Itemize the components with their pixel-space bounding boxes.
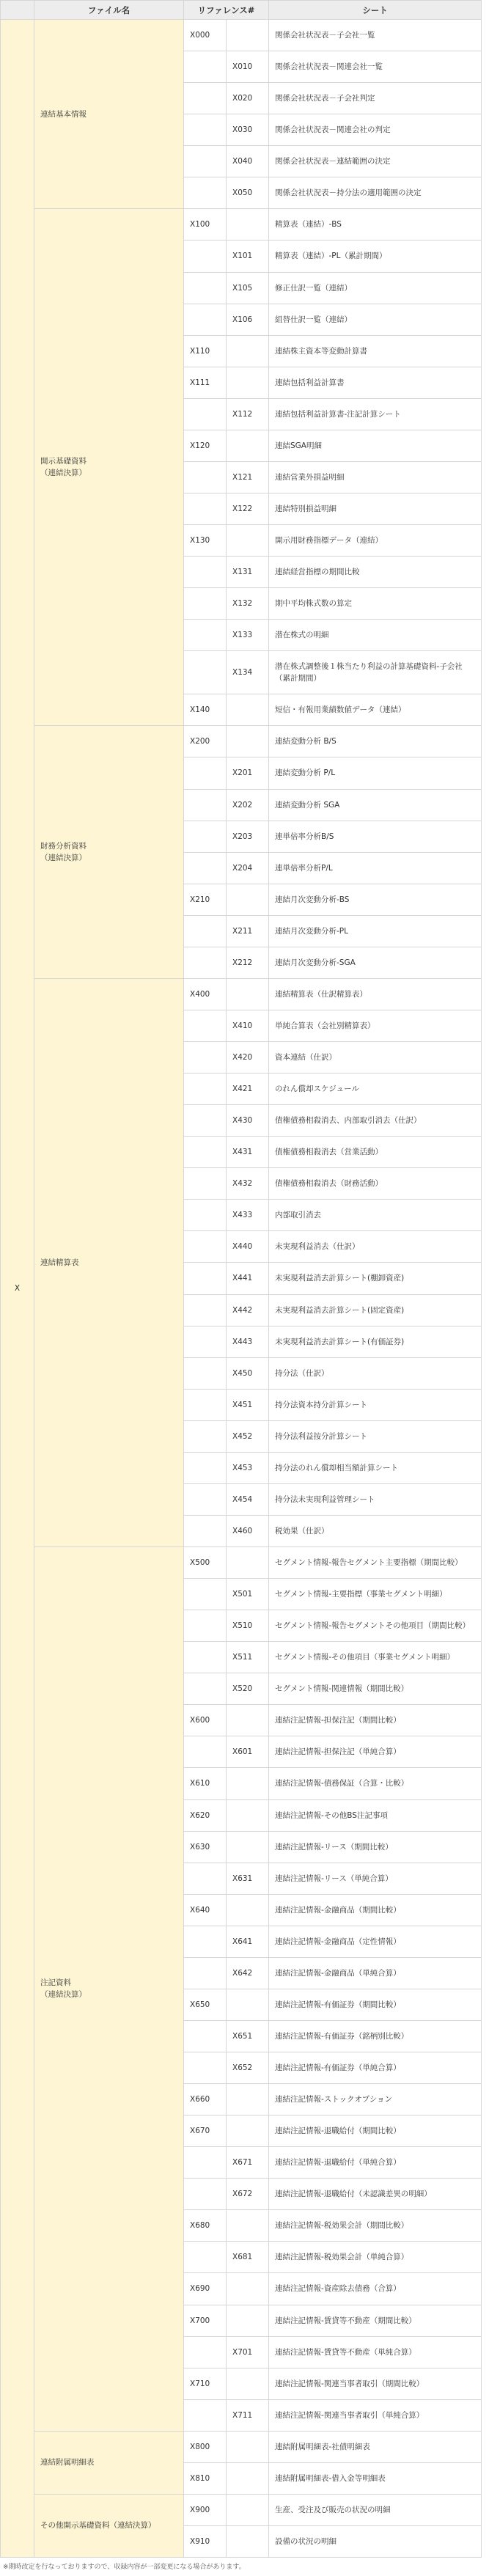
ref-primary: [184, 588, 227, 620]
sheet-name: 連結注記情報-その他BS注記事項: [269, 1799, 482, 1831]
ref-primary: [184, 51, 227, 83]
ref-primary: [184, 2052, 227, 2084]
ref-secondary: X106: [227, 304, 269, 335]
ref-secondary: X020: [227, 83, 269, 114]
ref-primary: X660: [184, 2084, 227, 2116]
ref-secondary: X441: [227, 1263, 269, 1294]
ref-primary: [184, 304, 227, 335]
sheet-name: 連結注記情報-有価証券（単純合算）: [269, 2052, 482, 2084]
sheet-name: 関係会社状況表－関連会社一覧: [269, 51, 482, 83]
ref-primary: X140: [184, 694, 227, 726]
sheet-name: 連結附属明細表-借入金等明細表: [269, 2462, 482, 2494]
sheet-name: セグメント情報-関連情報（期間比較）: [269, 1673, 482, 1705]
sheet-name: 連結注記情報-金融商品（単純合算）: [269, 1957, 482, 1989]
ref-primary: [184, 1579, 227, 1610]
ref-secondary: X450: [227, 1357, 269, 1389]
ref-primary: [184, 821, 227, 852]
ref-secondary: X105: [227, 272, 269, 304]
ref-secondary: [227, 1768, 269, 1799]
ref-secondary: X443: [227, 1326, 269, 1357]
ref-secondary: [227, 978, 269, 1010]
ref-primary: [184, 1074, 227, 1105]
sheet-name: 関係会社状況表－子会社判定: [269, 83, 482, 114]
ref-secondary: X681: [227, 2242, 269, 2273]
ref-primary: [184, 1389, 227, 1420]
ref-primary: [184, 1231, 227, 1263]
header-ref: リファレンス#: [184, 1, 269, 20]
ref-primary: X910: [184, 2525, 227, 2557]
sheet-name: 連結注記情報-退職給付（単純合算）: [269, 2147, 482, 2179]
sheet-name: セグメント情報-報告セグメントその他項目（期間比較）: [269, 1610, 482, 1642]
ref-secondary: [227, 2462, 269, 2494]
ref-primary: X640: [184, 1894, 227, 1926]
ref-secondary: [227, 20, 269, 51]
sheet-name: 関係会社状況表－関連会社の判定: [269, 114, 482, 146]
sheet-name: 関係会社状況表－持分法の適用範囲の決定: [269, 177, 482, 209]
ref-secondary: X134: [227, 651, 269, 694]
ref-primary: X610: [184, 1768, 227, 1799]
ref-secondary: [227, 2494, 269, 2525]
ref-primary: [184, 177, 227, 209]
ref-secondary: [227, 525, 269, 557]
ref-secondary: X601: [227, 1736, 269, 1768]
sheet-name: 連結月次変動分析-SGA: [269, 947, 482, 978]
sheet-name: 関係会社状況表－子会社一覧: [269, 20, 482, 51]
ref-secondary: [227, 726, 269, 757]
ref-primary: [184, 2336, 227, 2368]
ref-primary: [184, 2399, 227, 2431]
table-header-row: [1, 1, 482, 20]
ref-primary: [184, 461, 227, 493]
ref-primary: [184, 398, 227, 430]
sheet-name: 連結月次変動分析-PL: [269, 915, 482, 947]
ref-secondary: X132: [227, 588, 269, 620]
ref-primary: [184, 2147, 227, 2179]
category-name: その他開示基礎資料（連結決算）: [34, 2494, 184, 2557]
ref-secondary: X631: [227, 1863, 269, 1894]
ref-primary: [184, 1294, 227, 1326]
ref-primary: [184, 557, 227, 588]
ref-primary: X690: [184, 2273, 227, 2305]
ref-primary: [184, 2020, 227, 2052]
ref-secondary: X432: [227, 1168, 269, 1200]
ref-secondary: X050: [227, 177, 269, 209]
ref-secondary: [227, 1989, 269, 2020]
category-name: 注記資料 （連結決算）: [34, 1547, 184, 2432]
ref-primary: [184, 1263, 227, 1294]
sheet-name: 連結株主資本等変動計算書: [269, 335, 482, 367]
sheet-name: 連結注記情報-賃貸等不動産（期間比較）: [269, 2305, 482, 2336]
ref-secondary: [227, 884, 269, 915]
sheet-name: 連結特別損益明細: [269, 493, 482, 524]
ref-secondary: X131: [227, 557, 269, 588]
ref-primary: X000: [184, 20, 227, 51]
ref-primary: [184, 947, 227, 978]
ref-secondary: [227, 2431, 269, 2462]
sheet-name: 連結注記情報-担保注記（期間比較）: [269, 1705, 482, 1736]
ref-secondary: X202: [227, 789, 269, 821]
sheet-name: 連結注記情報-リース（期間比較）: [269, 1831, 482, 1863]
sheet-name: 連結月次変動分析-BS: [269, 884, 482, 915]
ref-secondary: X701: [227, 2336, 269, 2368]
ref-secondary: [227, 2210, 269, 2242]
sheet-name: 連結注記情報-税効果会計（期間比較）: [269, 2210, 482, 2242]
table-row: [1, 726, 482, 757]
sheet-name: 連結変動分析 B/S: [269, 726, 482, 757]
ref-primary: X680: [184, 2210, 227, 2242]
ref-secondary: [227, 2368, 269, 2399]
ref-secondary: [227, 2084, 269, 2116]
sheet-name: 連結注記情報-金融商品（定性情報）: [269, 1926, 482, 1957]
ref-primary: [184, 915, 227, 947]
sheet-name: 連結注記情報-有価証券（期間比較）: [269, 1989, 482, 2020]
sheet-name: 債権債務相殺消去（財務活動）: [269, 1168, 482, 1200]
sheet-name: 連結注記情報-担保注記（単純合算）: [269, 1736, 482, 1768]
sheet-name: 精算表（連結）-PL（累計期間）: [269, 241, 482, 272]
sheet-name: 連結注記情報-債務保証（合算・比較）: [269, 1768, 482, 1799]
ref-primary: [184, 1010, 227, 1041]
ref-secondary: [227, 209, 269, 241]
ref-primary: X620: [184, 1799, 227, 1831]
ref-primary: X100: [184, 209, 227, 241]
ref-secondary: X133: [227, 620, 269, 651]
ref-primary: X130: [184, 525, 227, 557]
ref-secondary: X420: [227, 1042, 269, 1074]
sheet-name: 開示用財務指標データ（連結）: [269, 525, 482, 557]
ref-secondary: X122: [227, 493, 269, 524]
sheet-name: 連結注記情報-退職給付（未認識差異の明細）: [269, 2179, 482, 2210]
sheet-name: 内部取引消去: [269, 1200, 482, 1231]
root-label: X: [1, 20, 34, 2558]
ref-primary: X800: [184, 2431, 227, 2462]
ref-primary: [184, 1326, 227, 1357]
ref-primary: [184, 272, 227, 304]
sheet-name: 持分法未実現利益管理シート: [269, 1483, 482, 1515]
ref-primary: [184, 114, 227, 146]
ref-primary: [184, 1105, 227, 1137]
table-row: [1, 20, 482, 51]
ref-secondary: [227, 2305, 269, 2336]
ref-secondary: X410: [227, 1010, 269, 1041]
ref-secondary: X211: [227, 915, 269, 947]
ref-secondary: [227, 2116, 269, 2147]
ref-secondary: X112: [227, 398, 269, 430]
table-body: [1, 20, 482, 2558]
sheet-name: 連結変動分析 P/L: [269, 757, 482, 789]
table-row: [1, 1547, 482, 1579]
ref-secondary: X442: [227, 1294, 269, 1326]
sheet-name: 連結注記情報-賃貸等不動産（単純合算）: [269, 2336, 482, 2368]
ref-primary: X630: [184, 1831, 227, 1863]
ref-secondary: X040: [227, 146, 269, 177]
ref-secondary: [227, 1547, 269, 1579]
ref-secondary: [227, 1831, 269, 1863]
ref-secondary: X501: [227, 1579, 269, 1610]
category-name: 財務分析資料 （連結決算）: [34, 726, 184, 979]
sheet-name: 組替仕訳一覧（連結）: [269, 304, 482, 335]
sheet-name: 未実現利益消去計算シート(有価証券): [269, 1326, 482, 1357]
sheet-name: 連結精算表（仕訳精算表）: [269, 978, 482, 1010]
sheet-name: 単純合算表（会社別精算表）: [269, 1010, 482, 1041]
ref-secondary: X121: [227, 461, 269, 493]
ref-primary: X810: [184, 2462, 227, 2494]
ref-secondary: X652: [227, 2052, 269, 2084]
sheet-name: 税効果（仕訳）: [269, 1515, 482, 1546]
sheet-name: 生産、受注及び販売の状況の明細: [269, 2494, 482, 2525]
sheet-name: セグメント情報-主要指標（事業セグメント明細）: [269, 1579, 482, 1610]
ref-primary: [184, 1200, 227, 1231]
ref-primary: [184, 2179, 227, 2210]
sheet-name: 短信・有報用業績数値データ（連結）: [269, 694, 482, 726]
ref-primary: [184, 1452, 227, 1483]
ref-secondary: X101: [227, 241, 269, 272]
ref-primary: [184, 1863, 227, 1894]
ref-secondary: X451: [227, 1389, 269, 1420]
ref-secondary: X511: [227, 1642, 269, 1673]
sheet-name: 連結注記情報-関連当事者取引（期間比較）: [269, 2368, 482, 2399]
ref-secondary: X421: [227, 1074, 269, 1105]
ref-primary: [184, 789, 227, 821]
ref-primary: X700: [184, 2305, 227, 2336]
ref-primary: X111: [184, 367, 227, 398]
sheet-name: 連単倍率分析B/S: [269, 821, 482, 852]
ref-primary: X200: [184, 726, 227, 757]
sheet-name: 潜在株式の明細: [269, 620, 482, 651]
ref-secondary: X520: [227, 1673, 269, 1705]
sheet-name: 連結注記情報-ストックオプション: [269, 2084, 482, 2116]
ref-secondary: X452: [227, 1420, 269, 1452]
sheet-name: 連結注記情報-有価証券（銘柄別比較）: [269, 2020, 482, 2052]
sheet-name: 関係会社状況表－連結範囲の決定: [269, 146, 482, 177]
ref-primary: X670: [184, 2116, 227, 2147]
ref-secondary: X711: [227, 2399, 269, 2431]
ref-primary: X900: [184, 2494, 227, 2525]
sheet-name: セグメント情報-その他項目（事業セグメント明細）: [269, 1642, 482, 1673]
sheet-name: 連結営業外損益明細: [269, 461, 482, 493]
sheet-name: 潜在株式調整後１株当たり利益の計算基礎資料-子会社（累計期間）: [269, 651, 482, 694]
sheet-name: 連結注記情報-資産除去債務（合算）: [269, 2273, 482, 2305]
ref-primary: [184, 493, 227, 524]
ref-primary: [184, 1736, 227, 1768]
ref-secondary: X433: [227, 1200, 269, 1231]
sheet-name: 連結附属明細表-社債明細表: [269, 2431, 482, 2462]
ref-primary: X210: [184, 884, 227, 915]
sheet-name: 設備の状況の明細: [269, 2525, 482, 2557]
category-name: 連結附属明細表: [34, 2431, 184, 2494]
ref-secondary: X203: [227, 821, 269, 852]
ref-secondary: [227, 335, 269, 367]
ref-secondary: X030: [227, 114, 269, 146]
sheet-name: 未実現利益消去（仕訳）: [269, 1231, 482, 1263]
category-name: 連結精算表: [34, 978, 184, 1546]
category-name: 開示基礎資料 （連結決算）: [34, 209, 184, 726]
sheet-name: のれん償却スケジュール: [269, 1074, 482, 1105]
ref-primary: [184, 241, 227, 272]
sheet-name: 連結注記情報-退職給付（期間比較）: [269, 2116, 482, 2147]
ref-secondary: [227, 1705, 269, 1736]
ref-primary: X400: [184, 978, 227, 1010]
ref-primary: [184, 2242, 227, 2273]
sheet-name: 期中平均株式数の算定: [269, 588, 482, 620]
sheet-name: 連単倍率分析P/L: [269, 852, 482, 884]
sheet-name: 債権債務相殺消去（営業活動）: [269, 1137, 482, 1168]
ref-secondary: X431: [227, 1137, 269, 1168]
table-row: [1, 209, 482, 241]
ref-primary: X600: [184, 1705, 227, 1736]
ref-secondary: X430: [227, 1105, 269, 1137]
ref-secondary: X204: [227, 852, 269, 884]
sheet-name: 修正仕訳一覧（連結）: [269, 272, 482, 304]
ref-primary: X650: [184, 1989, 227, 2020]
ref-secondary: [227, 367, 269, 398]
ref-primary: X110: [184, 335, 227, 367]
sheet-name: 連結注記情報-リース（単純合算）: [269, 1863, 482, 1894]
header-sheet: シート: [269, 1, 482, 20]
ref-secondary: X510: [227, 1610, 269, 1642]
sheet-name: 連結注記情報-税効果会計（単純合算）: [269, 2242, 482, 2273]
ref-secondary: X454: [227, 1483, 269, 1515]
ref-primary: [184, 1168, 227, 1200]
ref-secondary: X671: [227, 2147, 269, 2179]
ref-primary: [184, 757, 227, 789]
ref-secondary: X651: [227, 2020, 269, 2052]
sheet-name: セグメント情報-報告セグメント主要指標（期間比較）: [269, 1547, 482, 1579]
sheet-name: 持分法のれん償却相当額計算シート: [269, 1452, 482, 1483]
table-row: [1, 2431, 482, 2462]
ref-primary: [184, 1926, 227, 1957]
sheet-name: 連結SGA明細: [269, 430, 482, 461]
ref-secondary: [227, 2525, 269, 2557]
ref-secondary: [227, 1894, 269, 1926]
sheet-name: 連結変動分析 SGA: [269, 789, 482, 821]
sheet-name: 持分法利益按分計算シート: [269, 1420, 482, 1452]
sheet-name: 連結注記情報-金融商品（期間比較）: [269, 1894, 482, 1926]
sheet-name: 未実現利益消去計算シート(固定資産): [269, 1294, 482, 1326]
ref-primary: [184, 1042, 227, 1074]
ref-secondary: X642: [227, 1957, 269, 1989]
ref-secondary: X010: [227, 51, 269, 83]
ref-primary: [184, 1420, 227, 1452]
ref-primary: [184, 1483, 227, 1515]
ref-primary: [184, 1610, 227, 1642]
ref-primary: [184, 1137, 227, 1168]
ref-primary: [184, 620, 227, 651]
ref-secondary: [227, 2273, 269, 2305]
ref-primary: [184, 146, 227, 177]
table-row: [1, 2494, 482, 2525]
ref-secondary: [227, 694, 269, 726]
ref-secondary: X672: [227, 2179, 269, 2210]
ref-secondary: X212: [227, 947, 269, 978]
ref-secondary: [227, 430, 269, 461]
ref-secondary: X440: [227, 1231, 269, 1263]
sheet-name: 連結経営指標の期間比較: [269, 557, 482, 588]
ref-primary: [184, 651, 227, 694]
ref-secondary: X460: [227, 1515, 269, 1546]
sheet-name: 債権債務相殺消去、内部取引消去（仕訳）: [269, 1105, 482, 1137]
table-row: [1, 978, 482, 1010]
sheet-name: 連結注記情報-関連当事者取引（単純合算）: [269, 2399, 482, 2431]
sheet-name: 未実現利益消去計算シート(棚卸資産): [269, 1263, 482, 1294]
header-blank: [1, 1, 34, 20]
category-name: 連結基本情報: [34, 20, 184, 209]
ref-primary: [184, 1642, 227, 1673]
sheet-name: 連結包括利益計算書-注記計算シート: [269, 398, 482, 430]
sheet-name: 持分法資本持分計算シート: [269, 1389, 482, 1420]
sheet-name: 連結包括利益計算書: [269, 367, 482, 398]
ref-secondary: X453: [227, 1452, 269, 1483]
sheet-name: 資本連結（仕訳）: [269, 1042, 482, 1074]
sheet-name: 精算表（連結）-BS: [269, 209, 482, 241]
ref-primary: [184, 1673, 227, 1705]
ref-primary: [184, 1357, 227, 1389]
ref-primary: X120: [184, 430, 227, 461]
ref-secondary: X201: [227, 757, 269, 789]
ref-secondary: X641: [227, 1926, 269, 1957]
ref-primary: [184, 1515, 227, 1546]
ref-primary: [184, 1957, 227, 1989]
ref-primary: X500: [184, 1547, 227, 1579]
ref-primary: [184, 852, 227, 884]
ref-primary: X710: [184, 2368, 227, 2399]
header-filename: ファイル名: [34, 1, 184, 20]
ref-primary: [184, 83, 227, 114]
sheet-name: 持分法（仕訳）: [269, 1357, 482, 1389]
footnote: ※期時改定を行なっておりますので、収録内容が一部変更になる場合があります。: [3, 2564, 246, 2571]
ref-secondary: [227, 1799, 269, 1831]
